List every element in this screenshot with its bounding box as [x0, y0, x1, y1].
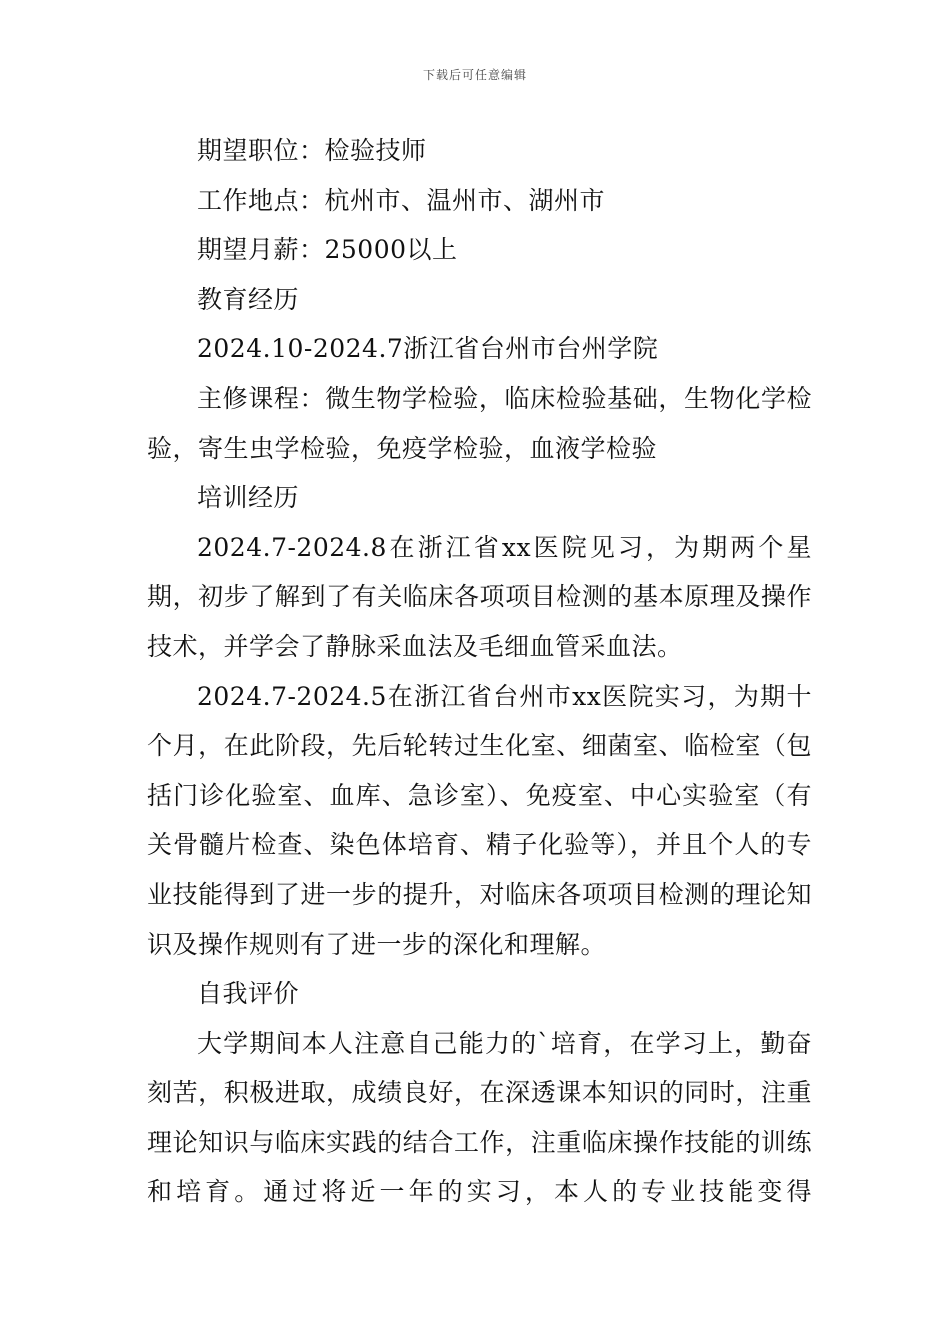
work-location: 工作地点：杭州市、温州市、湖州市	[197, 185, 606, 215]
section-heading-training: 培训经历	[197, 483, 300, 513]
section-heading-education: 教育经历	[197, 284, 300, 314]
courses-paragraph: 主修课程：微生物学检验，临床检验基础，生物化学检验，寄生虫学检验，免疫学检验，血液学检验	[147, 383, 812, 463]
expected-salary: 期望月薪：25000以上	[197, 235, 458, 265]
education-entry: 2024.10-2024.7浙江省台州市台州学院	[197, 334, 659, 364]
training-entry-internship: 2024.7-2024.5在浙江省台州市xx医院实习，为期十个月，在此阶段，先后轮转过生化室、细菌室、临检室（包括门诊化验室、血库、急诊室）、免疫室、中心实验室（有关骨髓片检查、染色体培育、精子化验等），并且个人的专业技能得到了进一步的提升，对临床各项项目检测的理论知识及操作规则有了进一步的深化和理解。	[147, 681, 812, 959]
document-body	[147, 126, 812, 1217]
section-heading-self-evaluation: 自我评价	[197, 979, 300, 1009]
desired-position: 期望职位：检验技师	[197, 136, 427, 165]
training-entry-observation: 2024.7-2024.8在浙江省xx医院见习，为期两个星期，初步了解到了有关临床各项项目检测的基本原理及操作技术，并学会了静脉采血法及毛细血管采血法。	[147, 532, 812, 661]
self-evaluation-paragraph: 大学期间本人注意自己能力的`培育，在学习上，勤奋刻苦，积极进取，成绩良好，在深透课本知识的同时，注重理论知识与临床实践的结合工作，注重临床操作技能的训练和培育。通过将近一年的实习，本人的专业技能变得	[147, 1028, 812, 1207]
header-note: 下载后可任意编辑	[422, 68, 527, 82]
